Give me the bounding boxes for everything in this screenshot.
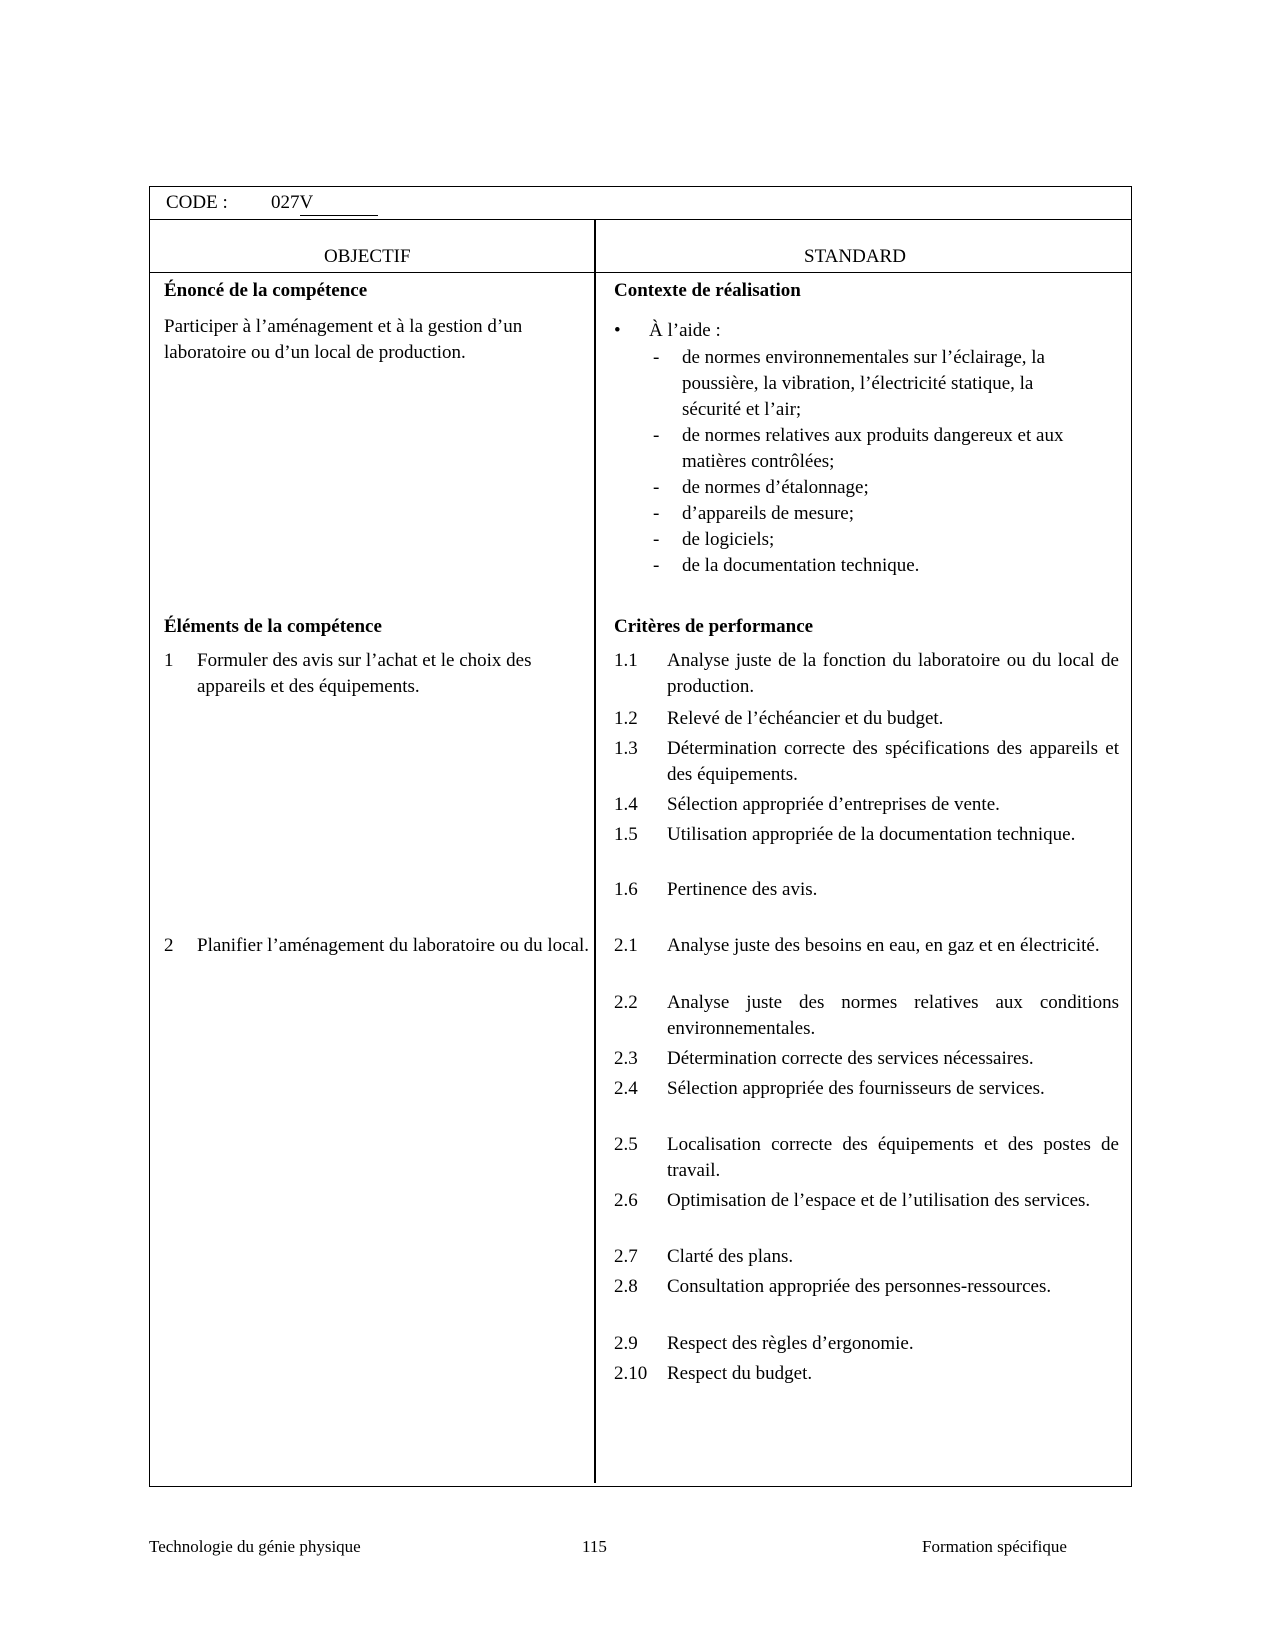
dash-marker: - [653,503,660,524]
criterion-item [614,822,1119,848]
criterion-item [614,706,1119,732]
criterion-text: Analyse juste de la fonction du laboratoire ou du local de production. [667,650,1119,697]
element-item [164,648,594,700]
criterion-number: 2.9 [614,1333,638,1354]
criterion-text: Utilisation appropriée de la documentation technique. [667,824,1076,845]
context-item: - de logiciels; [653,527,1093,553]
criterion-item [614,1132,1119,1184]
context-heading: Contexte de réalisation [614,280,801,301]
criterion-number: 2.2 [614,992,638,1013]
context-list [653,345,1093,579]
criterion-number: 1.3 [614,738,638,759]
element-text: Formuler des avis sur l’achat et le choix des appareils et des équipements. [197,650,532,697]
element-text: Planifier l’aménagement du laboratoire ou du local. [197,935,589,956]
criterion-text: Sélection appropriée des fournisseurs de services. [667,1078,1045,1099]
criterion-text: Détermination correcte des services nécessaires. [667,1048,1034,1069]
context-item: - de normes environnementales sur l’éclairage, la poussière, la vibration, l’électricité statique, la sécurité et l’air; [653,347,1045,420]
context-intro: À l’aide : [649,320,721,341]
column-divider [594,219,596,1483]
criterion-text: Sélection appropriée d’entreprises de vente. [667,794,1000,815]
criterion-item [614,877,1119,903]
criterion-text: Analyse juste des normes relatives aux conditions environnementales. [667,992,1119,1039]
code-value: 027V [271,192,314,213]
criterion-text: Optimisation de l’espace et de l’utilisation des services. [667,1190,1091,1211]
dash-marker: - [653,477,660,498]
criterion-text: Relevé de l’échéancier et du budget. [667,708,944,729]
criterion-number: 1.1 [614,650,638,671]
dash-marker: - [653,347,660,368]
header-standard: STANDARD [804,246,906,267]
context-item: - de normes d’étalonnage; [653,475,1093,501]
context-item: - d’appareils de mesure; [653,501,1093,527]
criterion-item [614,990,1119,1042]
criterion-number: 2.8 [614,1276,638,1297]
dash-marker: - [653,555,660,576]
criterion-text: Clarté des plans. [667,1246,794,1267]
criterion-number: 2.3 [614,1048,638,1069]
footer-section: Formation spécifique [922,1537,1067,1556]
criterion-number: 1.4 [614,794,638,815]
context-item: - de la documentation technique. [653,553,1093,579]
criterion-number: 1.5 [614,824,638,845]
elements-heading: Éléments de la compétence [164,616,382,637]
criterion-item [614,1076,1119,1102]
context-item: - de normes relatives aux produits dangereux et aux matières contrôlées; [653,425,1064,472]
criterion-text: Consultation appropriée des personnes-ressources. [667,1276,1052,1297]
criterion-item [614,1331,1119,1357]
criterion-number: 1.2 [614,708,638,729]
dash-marker: - [653,425,660,446]
criterion-item [614,1274,1119,1300]
criterion-number: 2.10 [614,1363,648,1384]
competency-statement-heading: Énoncé de la compétence [164,280,368,301]
criterion-item [614,1046,1119,1072]
footer-page-number: 115 [582,1537,607,1556]
footer-program: Technologie du génie physique [149,1537,361,1556]
criterion-item [614,792,1119,818]
criterion-item [614,648,1119,700]
criterion-number: 2.5 [614,1134,638,1155]
criterion-number: 1.6 [614,879,638,900]
criterion-text: Localisation correcte des équipements et des postes de travail. [667,1134,1119,1181]
criterion-item [614,1361,1119,1387]
criterion-number: 2.1 [614,935,638,956]
criterion-text: Analyse juste des besoins en eau, en gaz et en électricité. [667,935,1100,956]
code-row-divider [149,219,1132,220]
header-row-divider [149,272,1132,273]
competency-statement-text: Participer à l’aménagement et à la gestion d’un laboratoire ou d’un local de production. [164,316,523,363]
criterion-text: Respect des règles d’ergonomie. [667,1333,914,1354]
criterion-number: 2.7 [614,1246,638,1267]
criterion-number: 2.4 [614,1078,638,1099]
criterion-text: Respect du budget. [667,1363,813,1384]
element-number: 1 [164,650,174,671]
criterion-item [614,1244,1119,1270]
criterion-number: 2.6 [614,1190,638,1211]
element-item [164,933,594,959]
criterion-text: Détermination correcte des spécifications des appareils et des équipements. [667,738,1119,785]
dash-marker: - [653,529,660,550]
criterion-item [614,736,1119,788]
criteria-heading: Critères de performance [614,616,814,637]
criterion-item [614,1188,1119,1214]
criterion-item [614,933,1119,959]
criterion-text: Pertinence des avis. [667,879,818,900]
element-number: 2 [164,935,174,956]
header-objective: OBJECTIF [324,246,411,267]
context-bullet: • [614,320,621,341]
code-label: CODE : [166,192,228,213]
